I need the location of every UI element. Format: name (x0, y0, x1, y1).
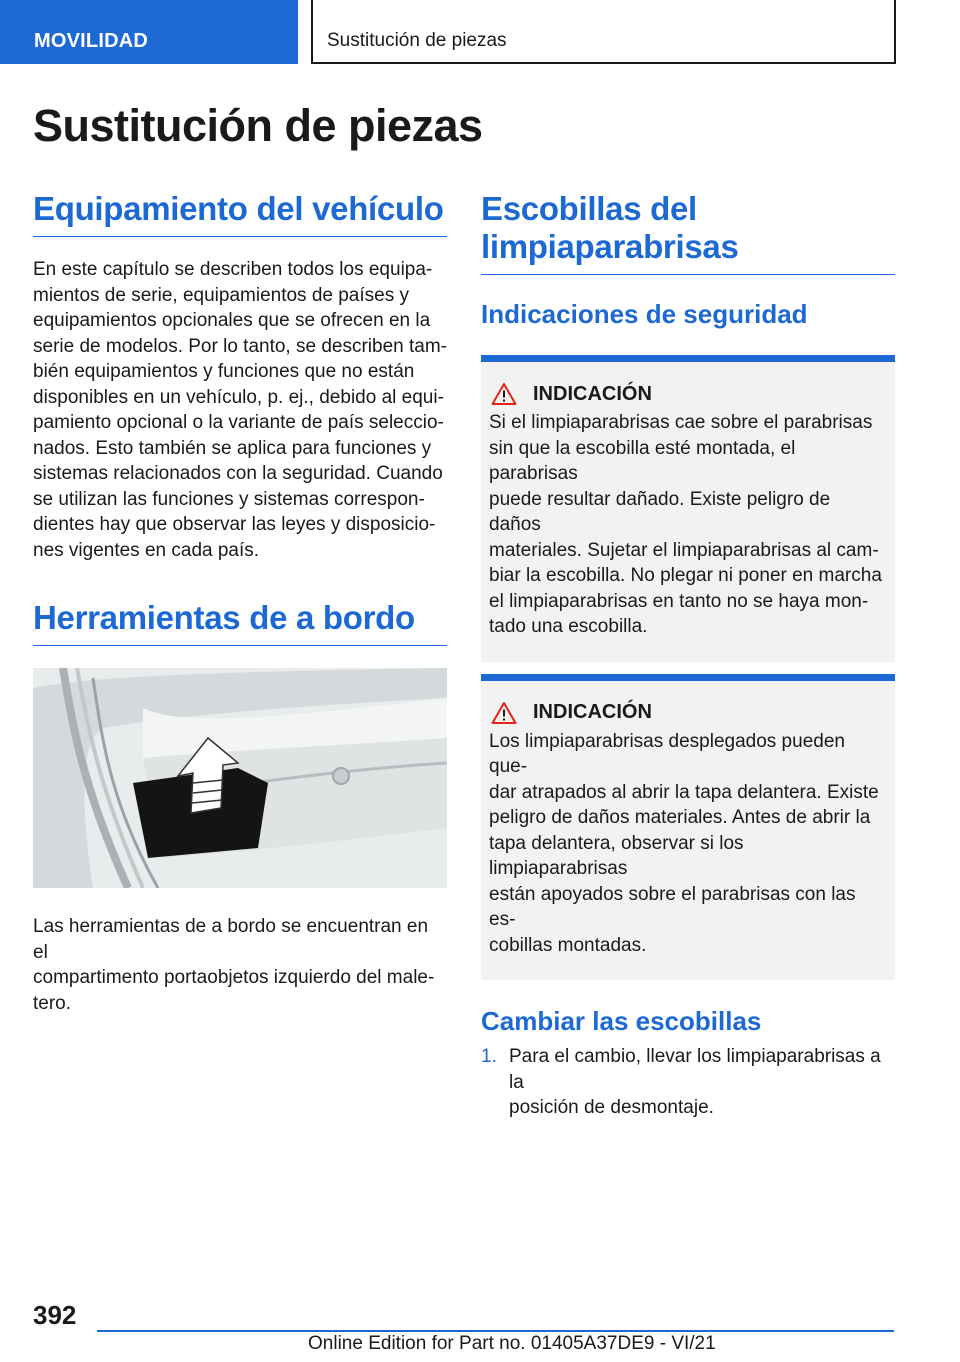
list-item (481, 1044, 895, 1121)
notice-text (489, 410, 883, 640)
notice-title: INDICACIÓN (533, 382, 652, 405)
text-line: disponibles en un vehículo, p. ej., debido al equi- (33, 386, 444, 408)
text-line: están apoyados sobre el parabrisas con las es- (489, 883, 856, 930)
text-line: nes vigentes en cada país. (33, 539, 260, 561)
text-line: Las herramientas de a bordo se encuentran en el (33, 916, 429, 963)
text-line: Los limpiaparabrisas desplegados pueden que- (489, 730, 845, 777)
chapter-label: Sustitución de piezas (327, 30, 507, 51)
notice-text (489, 729, 883, 959)
text-line: dientes hay que observar las leyes y disposicio- (33, 514, 436, 535)
wipers-heading (481, 190, 895, 275)
text-line: posición de desmontaje. (509, 1097, 714, 1118)
text-line: se utilizan las funciones y sistemas correspon- (33, 488, 425, 510)
safety-heading: Indicaciones de seguridad (481, 299, 808, 329)
heading-line: limpiaparabrisas (481, 228, 739, 265)
heading-line: Escobillas del (481, 190, 697, 227)
notice-header (489, 382, 883, 406)
text-line: equipamientos opcionales que se ofrecen en la (33, 310, 431, 331)
step-text (509, 1044, 895, 1121)
notice-header (489, 701, 883, 725)
footer-divider (97, 1330, 894, 1332)
text-line: serie de modelos. Por lo tanto, se describen tam- (33, 335, 447, 357)
text-line: dar atrapados al abrir la tapa delantera. Existe (489, 781, 879, 803)
trunk-illustration (33, 668, 447, 888)
notice-box (481, 674, 895, 981)
right-column (481, 190, 895, 1121)
warning-triangle-icon (491, 701, 517, 725)
section-tab (0, 0, 298, 64)
equipment-heading: Equipamiento del vehículo (33, 190, 447, 237)
trunk-compartment-photo (33, 668, 447, 888)
text-line: bién equipamientos y funciones que no están (33, 361, 415, 382)
text-line: Si el limpiaparabrisas cae sobre el parabrisas (489, 412, 873, 433)
text-line: biar la escobilla. No plegar ni poner en marcha (489, 565, 882, 586)
text-line: En este capítulo se describen todos los equipa- (33, 259, 433, 280)
section-label: MOVILIDAD (34, 30, 149, 52)
edition-text: Online Edition for Part no. 01405A37DE9 - VI/21 (308, 1333, 716, 1354)
left-column (33, 190, 447, 1016)
text-line: Para el cambio, llevar los limpiaparabrisas a la (509, 1046, 881, 1093)
text-line: mientos de serie, equipamientos de países y (33, 284, 409, 306)
step-number: 1. (481, 1046, 497, 1067)
notice-title: INDICACIÓN (533, 701, 652, 723)
change-heading: Cambiar las escobillas (481, 1006, 762, 1036)
text-line: tero. (33, 992, 72, 1014)
text-line: sistemas relacionados con la seguridad. Cuando (33, 463, 443, 484)
text-line: tado una escobilla. (489, 616, 648, 637)
text-line: el limpiaparabrisas en tanto no se haya mon- (489, 590, 869, 612)
text-line: cobillas montadas. (489, 934, 647, 956)
page-number: 392 (33, 1300, 77, 1330)
text-line: pamiento opcional o la variante de país seleccio- (33, 412, 444, 433)
notice-box (481, 355, 895, 662)
text-line: nados. Esto también se aplica para funciones y (33, 437, 432, 459)
text-line: compartimento portaobjetos izquierdo del male- (33, 967, 435, 988)
text-line: materiales. Sujetar el limpiaparabrisas al cam- (489, 539, 879, 561)
text-line: sin que la escobilla esté montada, el parabrisas (489, 437, 796, 484)
text-line: puede resultar dañado. Existe peligro de daños (489, 488, 831, 535)
equipment-paragraph (33, 257, 447, 563)
text-line: peligro de daños materiales. Antes de abrir la (489, 807, 871, 828)
tools-caption (33, 914, 447, 1016)
tools-heading: Herramientas de a bordo (33, 599, 447, 646)
page-title: Sustitución de piezas (33, 100, 483, 151)
text-line: tapa delantera, observar si los limpiaparabrisas (489, 832, 744, 879)
chapter-header (311, 0, 896, 64)
warning-triangle-icon (491, 382, 517, 406)
